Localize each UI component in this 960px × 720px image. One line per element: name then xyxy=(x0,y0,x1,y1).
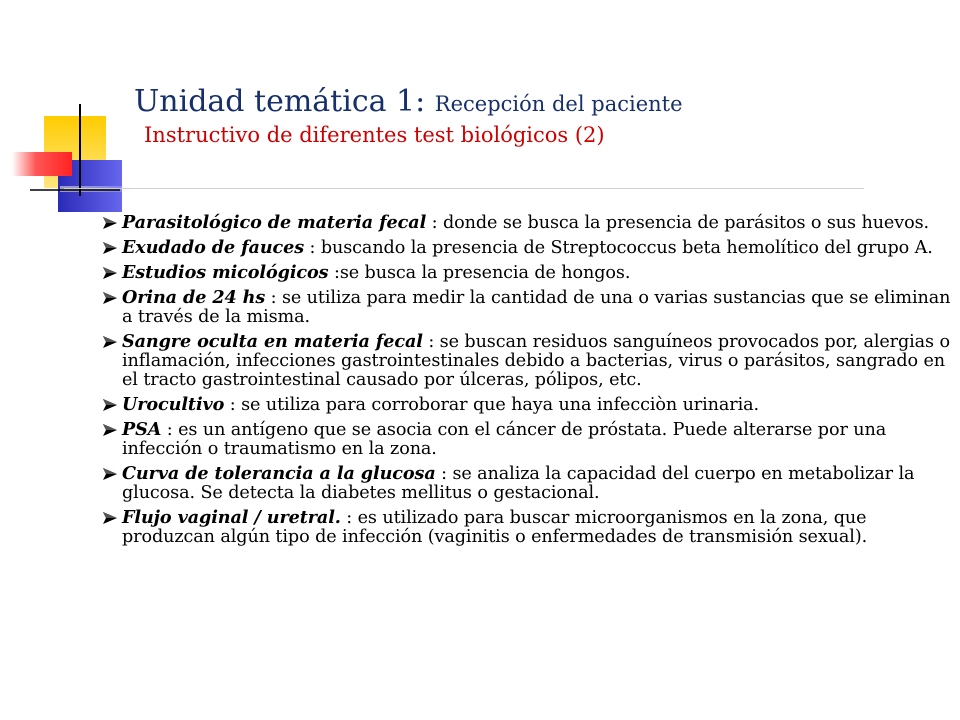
list-item xyxy=(102,464,952,503)
list-item xyxy=(102,213,952,233)
list-item xyxy=(102,332,952,390)
item-desc: :se busca la presencia de hongos. xyxy=(328,263,631,283)
arrow-bullet-icon xyxy=(102,266,118,280)
item-term: Orina de 24 hs xyxy=(122,287,266,308)
item-term: PSA xyxy=(122,419,162,440)
item-desc: : donde se busca la presencia de parásitos o sus huevos. xyxy=(426,213,929,233)
title-subtitle: Recepción del paciente xyxy=(434,92,683,116)
item-term: Sangre oculta en materia fecal xyxy=(122,331,423,352)
item-desc: : se utiliza para corroborar que haya una infecciòn urinaria. xyxy=(224,395,759,415)
title-main: Unidad temática 1 xyxy=(134,84,416,119)
item-term: Urocultivo xyxy=(122,394,225,415)
item-desc: : se analiza la capacidad del cuerpo en metabolizar la glucosa. Se detecta la diabetes mellitus o gestacional. xyxy=(122,464,915,503)
title-line-2: Instructivo de diferentes test biológicos (2) xyxy=(144,123,605,147)
arrow-bullet-icon xyxy=(102,216,118,230)
arrow-bullet-icon xyxy=(102,511,118,525)
list-item xyxy=(102,263,952,283)
list-item xyxy=(102,238,952,258)
item-desc: : es un antígeno que se asocia con el cáncer de próstata. Puede alterarse por una infección o traumatismo en la zona. xyxy=(122,420,887,459)
item-term: Parasitológico de materia fecal xyxy=(122,212,427,233)
item-desc: : se utiliza para medir la cantidad de una o varias sustancias que se eliminan a través de la misma. xyxy=(122,288,951,327)
arrow-bullet-icon xyxy=(102,335,118,349)
title-colon: : xyxy=(415,84,435,119)
corner-decoration xyxy=(0,0,140,220)
item-term: Exudado de fauces xyxy=(122,237,305,258)
test-list xyxy=(102,213,952,552)
item-desc: : es utilizado para buscar microorganismos en la zona, que produzcan algún tipo de infección (vaginitis o enfermedades de transmisión sexual). xyxy=(122,508,868,547)
list-item xyxy=(102,395,952,415)
item-desc: : se buscan residuos sanguíneos provocados por, alergias o inflamación, infecciones gastrointestinales debido a bacterias, virus o parásitos, sangrado en el tracto gastrointestinal causado por úlceras, pólipos, etc. xyxy=(122,332,950,390)
list-item xyxy=(102,508,952,547)
item-desc: : buscando la presencia de Streptococcus beta hemolítico del grupo A. xyxy=(304,238,933,258)
item-term: Estudios micológicos xyxy=(122,262,329,283)
slide-title xyxy=(134,84,934,147)
item-term: Flujo vaginal / uretral. xyxy=(122,507,341,528)
list-item xyxy=(102,420,952,459)
arrow-bullet-icon xyxy=(102,398,118,412)
title-line-1 xyxy=(134,84,934,119)
arrow-bullet-icon xyxy=(102,423,118,437)
list-item xyxy=(102,288,952,327)
arrow-bullet-icon xyxy=(102,241,118,255)
arrow-bullet-icon xyxy=(102,467,118,481)
title-divider xyxy=(64,188,864,189)
arrow-bullet-icon xyxy=(102,291,118,305)
item-term: Curva de tolerancia a la glucosa xyxy=(122,463,436,484)
